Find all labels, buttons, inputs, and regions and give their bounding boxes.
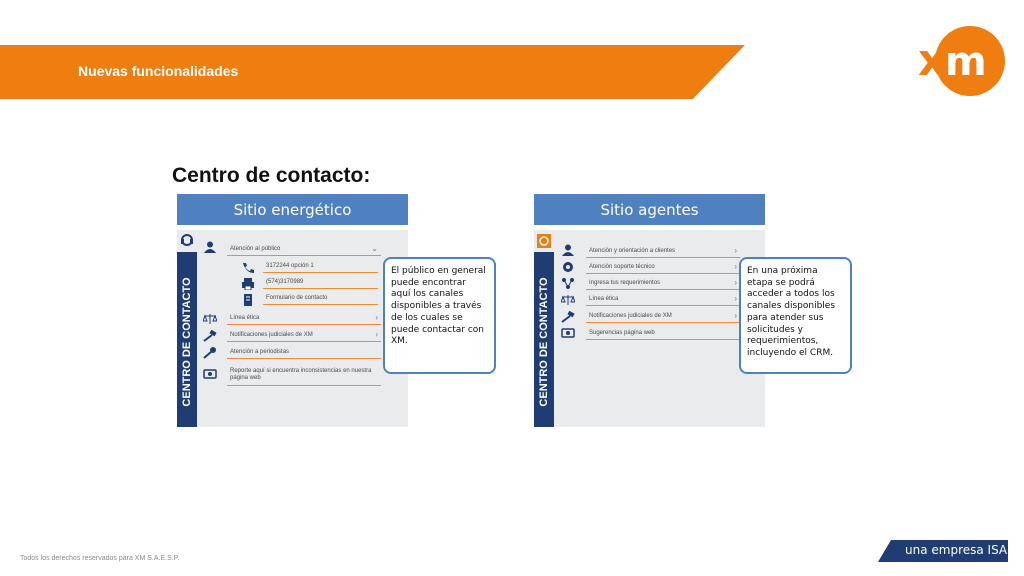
chevron-right-icon: › bbox=[375, 313, 378, 322]
web-icon bbox=[203, 368, 217, 380]
list-item[interactable] bbox=[586, 309, 740, 323]
row-label: Formulario de contacto bbox=[266, 294, 328, 301]
page-title: Centro de contacto: bbox=[172, 164, 371, 187]
chevron-right-icon: › bbox=[375, 330, 378, 339]
chevron-right-icon: › bbox=[734, 278, 737, 287]
row-label: Línea ética bbox=[230, 314, 260, 321]
screenshot-sitio-energetico bbox=[177, 230, 408, 427]
headset-icon bbox=[537, 233, 551, 249]
row-label: Línea ética bbox=[589, 295, 619, 302]
fax-icon bbox=[241, 278, 255, 290]
list-item[interactable] bbox=[263, 259, 378, 273]
strip-label: CENTRO DE CONTACTO bbox=[538, 277, 550, 407]
list-item[interactable] bbox=[586, 260, 740, 274]
list-item[interactable] bbox=[263, 291, 378, 305]
chevron-right-icon: › bbox=[734, 246, 737, 255]
screenshot-sitio-agentes bbox=[534, 230, 765, 427]
phone-icon bbox=[241, 262, 255, 274]
row-label: Atención a periodistas bbox=[230, 348, 290, 355]
form-icon bbox=[241, 294, 255, 306]
chevron-down-icon: ⌄ bbox=[371, 244, 378, 253]
logo-x-letter: x bbox=[918, 35, 947, 86]
callout-sitio-energetico: El público en general puede encontrar aquí los canales disponibles a través de los cuales se puede contactar con XM. bbox=[383, 257, 496, 374]
chevron-right-icon: › bbox=[734, 311, 737, 320]
gear-icon bbox=[561, 261, 575, 273]
list-item[interactable] bbox=[227, 364, 381, 386]
xm-logo bbox=[914, 25, 1006, 97]
panel-header-sitio-agentes: Sitio agentes bbox=[534, 194, 765, 225]
list-item[interactable] bbox=[227, 242, 381, 256]
list-item[interactable] bbox=[227, 345, 381, 359]
gavel-icon bbox=[561, 311, 575, 323]
strip-label: CENTRO DE CONTACTO bbox=[181, 277, 193, 407]
row-label: Sugerencias página web bbox=[589, 329, 655, 336]
person-icon bbox=[561, 244, 575, 256]
list-item[interactable] bbox=[586, 276, 740, 290]
list-item[interactable] bbox=[586, 326, 740, 340]
banner-title: Nuevas funcionalidades bbox=[78, 63, 239, 79]
callout-sitio-agentes: En una próxima etapa se podrá acceder a todos los canales disponibles para atender sus solicitudes y requerimientos, incluyendo el CRM. bbox=[739, 257, 852, 374]
isa-footer-text: una empresa ISA bbox=[905, 543, 1008, 557]
chevron-right-icon: › bbox=[734, 294, 737, 303]
gavel-icon bbox=[203, 330, 217, 342]
row-label: Notificaciones judiciales de XM bbox=[230, 331, 313, 338]
microphone-icon bbox=[203, 347, 217, 359]
row-label: Reporte aquí si encuentra inconsistencias en nuestra página web bbox=[230, 367, 372, 381]
row-label: (574)3170989 bbox=[266, 278, 304, 285]
scales-icon bbox=[561, 294, 575, 306]
scales-icon bbox=[203, 313, 217, 325]
row-label: 3172244 opción 1 bbox=[266, 262, 314, 269]
network-icon bbox=[561, 277, 575, 289]
person-icon bbox=[203, 241, 217, 253]
list-item[interactable] bbox=[227, 311, 381, 325]
list-item[interactable] bbox=[227, 328, 381, 342]
logo-m-letter: m bbox=[945, 39, 987, 85]
copyright-text: Todos los derechos reservados para XM S.A.E.S.P. bbox=[20, 555, 180, 562]
web-icon bbox=[561, 327, 575, 339]
row-label: Atención soporte técnico bbox=[589, 263, 655, 270]
row-label: Atención y orientación a clientes bbox=[589, 247, 676, 254]
list-item[interactable] bbox=[263, 275, 378, 289]
list-item[interactable] bbox=[586, 244, 740, 258]
row-label: Notificaciones judiciales de XM bbox=[589, 312, 672, 319]
panel-header-sitio-energetico: Sitio energético bbox=[177, 194, 408, 225]
chevron-right-icon: › bbox=[734, 262, 737, 271]
row-label: Ingresa tus requerimientos bbox=[589, 279, 661, 286]
list-item[interactable] bbox=[586, 292, 740, 306]
row-label: Atención al público bbox=[230, 245, 281, 252]
headset-icon bbox=[180, 233, 194, 249]
